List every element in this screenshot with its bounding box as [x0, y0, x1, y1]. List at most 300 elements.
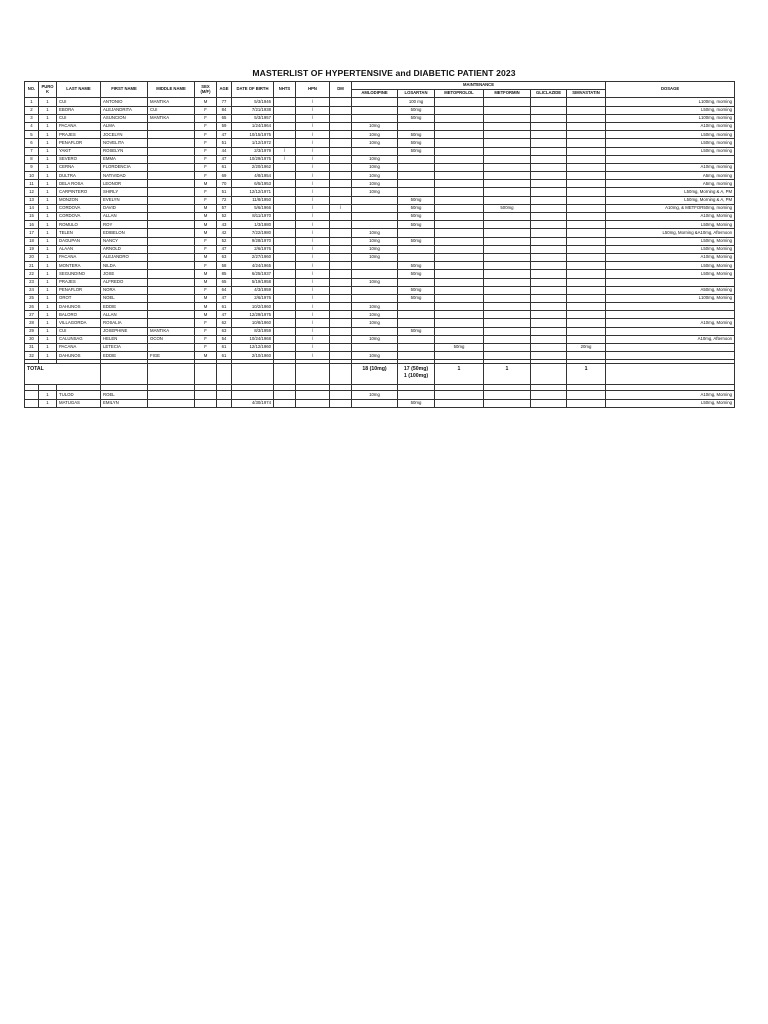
cell-hpn: / — [296, 147, 330, 155]
cell-age: 58 — [217, 262, 232, 270]
cell-first-name: EDIBELON — [101, 229, 148, 237]
cell-dob: 11/8/1950 — [232, 196, 274, 204]
header-row — [25, 82, 735, 90]
cell-no — [25, 399, 39, 407]
cell-dosage: L50mg, Morning &A10mg, Afternoon — [606, 229, 735, 237]
cell-simvastatin — [567, 286, 606, 294]
cell-metformin — [484, 294, 531, 302]
cell-simvastatin — [567, 221, 606, 229]
cell-hpn: / — [296, 278, 330, 286]
col-dosage: DOSAGE — [606, 82, 735, 98]
cell-gliclazide — [531, 270, 567, 278]
cell-metoprolol — [435, 204, 484, 212]
cell-last-name: DAHUNOS — [57, 352, 101, 360]
cell-hpn: / — [296, 106, 330, 114]
cell-losartan — [398, 163, 435, 171]
cell-dob: 8/11/1970 — [232, 213, 274, 221]
cell-age: 42 — [217, 229, 232, 237]
cell-dob: 5/19/1958 — [232, 278, 274, 286]
cell-no: 10 — [25, 172, 39, 180]
cell-gliclazide — [531, 131, 567, 139]
cell-dm — [330, 278, 352, 286]
cell-nhts — [274, 286, 296, 294]
cell-last-name: SEGUNDINO — [57, 270, 101, 278]
cell-first-name: ALLAN — [101, 311, 148, 319]
cell-dosage: L50mg, morning — [606, 131, 735, 139]
cell-metoprolol — [435, 114, 484, 122]
cell-amlodipine: 10mg — [352, 155, 398, 163]
cell-metoprolol — [435, 188, 484, 196]
cell-first-name: EDDIE — [101, 352, 148, 360]
cell-losartan: 50mg — [398, 294, 435, 302]
cell-dosage: A10mg, & METFOR50mg, morning — [606, 204, 735, 212]
cell-no: 9 — [25, 163, 39, 171]
cell-amlodipine: 10mg — [352, 303, 398, 311]
cell-metformin: 500mg — [484, 204, 531, 212]
cell-hpn — [296, 399, 330, 407]
cell-middle-name — [148, 180, 195, 188]
cell-nhts — [274, 229, 296, 237]
cell-no: 22 — [25, 270, 39, 278]
cell-purok: 1 — [39, 147, 57, 155]
cell-metoprolol — [435, 147, 484, 155]
cell-last-name: CARPINTERO — [57, 188, 101, 196]
table-row — [25, 204, 735, 212]
cell-first-name: ALEJANDRITA — [101, 106, 148, 114]
cell-no: 32 — [25, 352, 39, 360]
cell-amlodipine: 10mg — [352, 319, 398, 327]
col-purok: PURO K — [39, 82, 57, 98]
cell-dm — [330, 163, 352, 171]
cell-age: 61 — [217, 352, 232, 360]
cell-dob: 10/15/1975 — [232, 131, 274, 139]
cell-simvastatin — [567, 147, 606, 155]
cell-age: 70 — [217, 180, 232, 188]
cell-age: 69 — [217, 172, 232, 180]
cell-simvastatin — [567, 253, 606, 261]
cell-first-name: NANCY — [101, 237, 148, 245]
cell-first-name: ROEL — [101, 391, 148, 399]
cell-last-name: TULOD — [57, 391, 101, 399]
cell-sex: F — [195, 319, 217, 327]
cell-no: 7 — [25, 147, 39, 155]
cell-nhts — [274, 319, 296, 327]
cell-purok: 1 — [39, 327, 57, 335]
table-row — [25, 286, 735, 294]
cell-sex: F — [195, 147, 217, 155]
cell-simvastatin — [567, 196, 606, 204]
cell-metformin — [484, 106, 531, 114]
cell-losartan: 50mg — [398, 213, 435, 221]
cell-sex: F — [195, 196, 217, 204]
cell-simvastatin — [567, 172, 606, 180]
cell-gliclazide — [531, 221, 567, 229]
cell-purok: 1 — [39, 221, 57, 229]
table-row — [25, 180, 735, 188]
cell-first-name: NILDA — [101, 262, 148, 270]
cell-sex: F — [195, 114, 217, 122]
cell-dm — [330, 229, 352, 237]
cell-simvastatin — [567, 155, 606, 163]
cell-middle-name — [148, 155, 195, 163]
cell-middle-name: OCON — [148, 335, 195, 343]
cell-amlodipine: 10mg — [352, 335, 398, 343]
cell-last-name: VILLAGORDA — [57, 319, 101, 327]
cell-first-name: JOCELYN — [101, 131, 148, 139]
cell-losartan — [398, 253, 435, 261]
cell-last-name: PRAJES — [57, 131, 101, 139]
cell-gliclazide — [531, 147, 567, 155]
cell-last-name: MONTERA — [57, 262, 101, 270]
cell-sex: M — [195, 294, 217, 302]
cell-hpn: / — [296, 98, 330, 106]
cell-losartan: 50mg — [398, 147, 435, 155]
cell-losartan — [398, 155, 435, 163]
cell-dob: 2/27/1960 — [232, 253, 274, 261]
cell-dosage: A10mg, Morning — [606, 391, 735, 399]
cell-sex: F — [195, 172, 217, 180]
cell-metoprolol — [435, 399, 484, 407]
cell-purok: 1 — [39, 106, 57, 114]
cell-dob: 8/3/1959 — [232, 327, 274, 335]
cell-gliclazide — [531, 262, 567, 270]
cell-age: 51 — [217, 188, 232, 196]
cell-last-name: CALUNSAG — [57, 335, 101, 343]
cell-age: 61 — [217, 344, 232, 352]
cell-hpn: / — [296, 245, 330, 253]
cell-last-name: PACANA — [57, 253, 101, 261]
cell-simvastatin — [567, 319, 606, 327]
cell-first-name: ALLAN — [101, 213, 148, 221]
cell-dosage — [606, 352, 735, 360]
cell-metoprolol — [435, 180, 484, 188]
cell-first-name: ROSELYN — [101, 147, 148, 155]
cell-dob: 10/29/1975 — [232, 155, 274, 163]
cell-last-name: DAHUNOS — [57, 303, 101, 311]
cell-gliclazide — [531, 253, 567, 261]
cell-sex: M — [195, 278, 217, 286]
cell-first-name: ARNOLD — [101, 245, 148, 253]
table-row — [25, 245, 735, 253]
cell-last-name: DELA ROSA — [57, 180, 101, 188]
cell-age — [217, 391, 232, 399]
cell-dm — [330, 352, 352, 360]
cell-metformin — [484, 278, 531, 286]
cell-first-name: NORA — [101, 286, 148, 294]
cell-purok: 1 — [39, 311, 57, 319]
cell-amlodipine: 10mg — [352, 131, 398, 139]
col-nhts: NHTS — [274, 82, 296, 98]
cell-last-name: PACANA — [57, 122, 101, 130]
cell-purok: 1 — [39, 262, 57, 270]
cell-amlodipine — [352, 213, 398, 221]
cell-hpn: / — [296, 262, 330, 270]
cell-metoprolol — [435, 352, 484, 360]
cell-dosage — [606, 155, 735, 163]
total-metformin: 1 — [484, 364, 531, 385]
cell-dm — [330, 303, 352, 311]
cell-dm — [330, 188, 352, 196]
cell-metoprolol — [435, 286, 484, 294]
cell-losartan: 50mg — [398, 262, 435, 270]
cell-gliclazide — [531, 399, 567, 407]
cell-dosage — [606, 278, 735, 286]
cell-metoprolol — [435, 262, 484, 270]
cell-nhts — [274, 391, 296, 399]
cell-simvastatin — [567, 188, 606, 196]
cell-middle-name — [148, 196, 195, 204]
cell-dob: 2/6/1976 — [232, 245, 274, 253]
cell-sex: F — [195, 327, 217, 335]
cell-dm — [330, 399, 352, 407]
cell-losartan — [398, 319, 435, 327]
cell-purok: 1 — [39, 188, 57, 196]
cell-metoprolol — [435, 106, 484, 114]
cell-sex — [195, 391, 217, 399]
cell-purok: 1 — [39, 155, 57, 163]
cell-amlodipine: 10mg — [352, 122, 398, 130]
cell-purok: 1 — [39, 319, 57, 327]
cell-nhts — [274, 163, 296, 171]
cell-no: 16 — [25, 221, 39, 229]
cell-nhts — [274, 303, 296, 311]
cell-metformin — [484, 327, 531, 335]
cell-amlodipine: 10mg — [352, 352, 398, 360]
cell-dob: 5/6/1966 — [232, 204, 274, 212]
cell-hpn: / — [296, 311, 330, 319]
cell-purok: 1 — [39, 114, 57, 122]
table-row — [25, 163, 735, 171]
cell-amlodipine — [352, 294, 398, 302]
col-age: AGE — [217, 82, 232, 98]
cell-age: 72 — [217, 196, 232, 204]
cell-nhts — [274, 352, 296, 360]
table-row — [25, 229, 735, 237]
cell-age: 63 — [217, 327, 232, 335]
cell-middle-name: MANTIKA — [148, 327, 195, 335]
cell-hpn: / — [296, 303, 330, 311]
cell-metformin — [484, 344, 531, 352]
cell-nhts — [274, 188, 296, 196]
cell-metoprolol — [435, 221, 484, 229]
cell-metformin — [484, 213, 531, 221]
cell-dm — [330, 213, 352, 221]
cell-first-name: NATIVIDAD — [101, 172, 148, 180]
cell-metoprolol — [435, 98, 484, 106]
cell-age: 47 — [217, 155, 232, 163]
table-row — [25, 139, 735, 147]
cell-purok: 1 — [39, 399, 57, 407]
cell-last-name: ROMULO — [57, 221, 101, 229]
cell-no: 15 — [25, 213, 39, 221]
cell-losartan: 50mg — [398, 221, 435, 229]
cell-simvastatin — [567, 114, 606, 122]
cell-first-name: JOSE — [101, 270, 148, 278]
cell-amlodipine: 10mg — [352, 278, 398, 286]
cell-simvastatin — [567, 311, 606, 319]
table-row — [25, 311, 735, 319]
additional-rows — [25, 391, 735, 407]
cell-sex: F — [195, 131, 217, 139]
cell-age: 65 — [217, 278, 232, 286]
cell-middle-name — [148, 311, 195, 319]
cell-no: 12 — [25, 188, 39, 196]
cell-no: 27 — [25, 311, 39, 319]
cell-amlodipine — [352, 344, 398, 352]
cell-gliclazide — [531, 229, 567, 237]
cell-metformin — [484, 155, 531, 163]
cell-dosage: A5mg, morning — [606, 172, 735, 180]
cell-middle-name — [148, 344, 195, 352]
cell-age: 85 — [217, 270, 232, 278]
cell-purok: 1 — [39, 213, 57, 221]
cell-dosage — [606, 344, 735, 352]
cell-hpn: / — [296, 352, 330, 360]
cell-purok: 1 — [39, 237, 57, 245]
cell-last-name: EBORA — [57, 106, 101, 114]
cell-last-name: CORDOVA — [57, 204, 101, 212]
cell-dm — [330, 196, 352, 204]
cell-dosage: L50mg, morning — [606, 139, 735, 147]
cell-middle-name — [148, 122, 195, 130]
cell-last-name: DAGUPAN — [57, 237, 101, 245]
cell-metformin — [484, 311, 531, 319]
cell-metformin — [484, 352, 531, 360]
cell-gliclazide — [531, 98, 567, 106]
cell-sex: M — [195, 204, 217, 212]
cell-middle-name — [148, 147, 195, 155]
cell-metformin — [484, 221, 531, 229]
cell-nhts — [274, 204, 296, 212]
cell-gliclazide — [531, 155, 567, 163]
cell-dob: 7/22/1980 — [232, 229, 274, 237]
cell-nhts — [274, 98, 296, 106]
cell-dosage: L100mg, Morning — [606, 294, 735, 302]
cell-age: 61 — [217, 163, 232, 171]
cell-gliclazide — [531, 303, 567, 311]
cell-nhts: / — [274, 155, 296, 163]
table-row — [25, 270, 735, 278]
cell-middle-name: MANTIKA — [148, 98, 195, 106]
cell-no: 11 — [25, 180, 39, 188]
cell-sex: M — [195, 213, 217, 221]
cell-age: 52 — [217, 237, 232, 245]
cell-amlodipine — [352, 262, 398, 270]
total-losartan-100: 1 (100mg) — [403, 372, 429, 379]
total-simvastatin: 1 — [567, 364, 606, 385]
cell-metformin — [484, 172, 531, 180]
cell-losartan — [398, 352, 435, 360]
cell-middle-name — [148, 245, 195, 253]
cell-gliclazide — [531, 204, 567, 212]
cell-amlodipine: 10mg — [352, 163, 398, 171]
cell-hpn: / — [296, 122, 330, 130]
cell-hpn: / — [296, 237, 330, 245]
cell-middle-name — [148, 319, 195, 327]
cell-dosage — [606, 327, 735, 335]
cell-nhts — [274, 172, 296, 180]
table-row — [25, 278, 735, 286]
cell-first-name: ASUNCION — [101, 114, 148, 122]
cell-dosage: L50mg, Morning — [606, 270, 735, 278]
cell-purok: 1 — [39, 139, 57, 147]
cell-purok: 1 — [39, 229, 57, 237]
cell-no: 24 — [25, 286, 39, 294]
cell-dm: / — [330, 204, 352, 212]
cell-first-name: ROY — [101, 221, 148, 229]
cell-dm — [330, 221, 352, 229]
cell-simvastatin — [567, 327, 606, 335]
cell-first-name: EDDIE — [101, 303, 148, 311]
total-losartan — [398, 364, 435, 385]
cell-nhts — [274, 253, 296, 261]
cell-hpn: / — [296, 131, 330, 139]
cell-metformin — [484, 253, 531, 261]
cell-amlodipine: 10mg — [352, 391, 398, 399]
cell-dm — [330, 327, 352, 335]
cell-age: 62 — [217, 319, 232, 327]
cell-gliclazide — [531, 188, 567, 196]
cell-sex: F — [195, 163, 217, 171]
cell-losartan: 50mg — [398, 270, 435, 278]
cell-middle-name: FIGE — [148, 352, 195, 360]
col-maintenance: MAINTENANCE — [352, 82, 606, 90]
cell-dm — [330, 237, 352, 245]
cell-sex: F — [195, 335, 217, 343]
cell-purok: 1 — [39, 270, 57, 278]
cell-hpn: / — [296, 270, 330, 278]
cell-hpn: / — [296, 294, 330, 302]
cell-losartan — [398, 391, 435, 399]
col-last-name: LAST NAME — [57, 82, 101, 98]
cell-losartan — [398, 278, 435, 286]
table-row — [25, 294, 735, 302]
cell-sex: F — [195, 139, 217, 147]
cell-dm — [330, 147, 352, 155]
cell-last-name: YAKIT — [57, 147, 101, 155]
cell-first-name: ANTONIO — [101, 98, 148, 106]
col-sex: SEX (M/F) — [195, 82, 217, 98]
total-label: TOTAL — [25, 364, 101, 385]
cell-gliclazide — [531, 319, 567, 327]
cell-dob — [232, 391, 274, 399]
cell-first-name: HELEN — [101, 335, 148, 343]
cell-nhts — [274, 122, 296, 130]
total-row — [25, 364, 735, 385]
cell-purok: 1 — [39, 131, 57, 139]
cell-gliclazide — [531, 245, 567, 253]
cell-purok: 1 — [39, 294, 57, 302]
col-first-name: FIRST NAME — [101, 82, 148, 98]
cell-dob: 2/6/1976 — [232, 294, 274, 302]
cell-hpn: / — [296, 286, 330, 294]
cell-simvastatin — [567, 278, 606, 286]
cell-simvastatin — [567, 262, 606, 270]
cell-middle-name — [148, 172, 195, 180]
cell-metformin — [484, 139, 531, 147]
cell-hpn: / — [296, 253, 330, 261]
cell-gliclazide — [531, 327, 567, 335]
cell-metformin — [484, 335, 531, 343]
cell-middle-name — [148, 221, 195, 229]
cell-sex: F — [195, 262, 217, 270]
cell-middle-name — [148, 278, 195, 286]
col-dob: DATE OF BIRTH — [232, 82, 274, 98]
cell-no: 23 — [25, 278, 39, 286]
table-row — [25, 237, 735, 245]
cell-purok: 1 — [39, 180, 57, 188]
table-row — [25, 319, 735, 327]
